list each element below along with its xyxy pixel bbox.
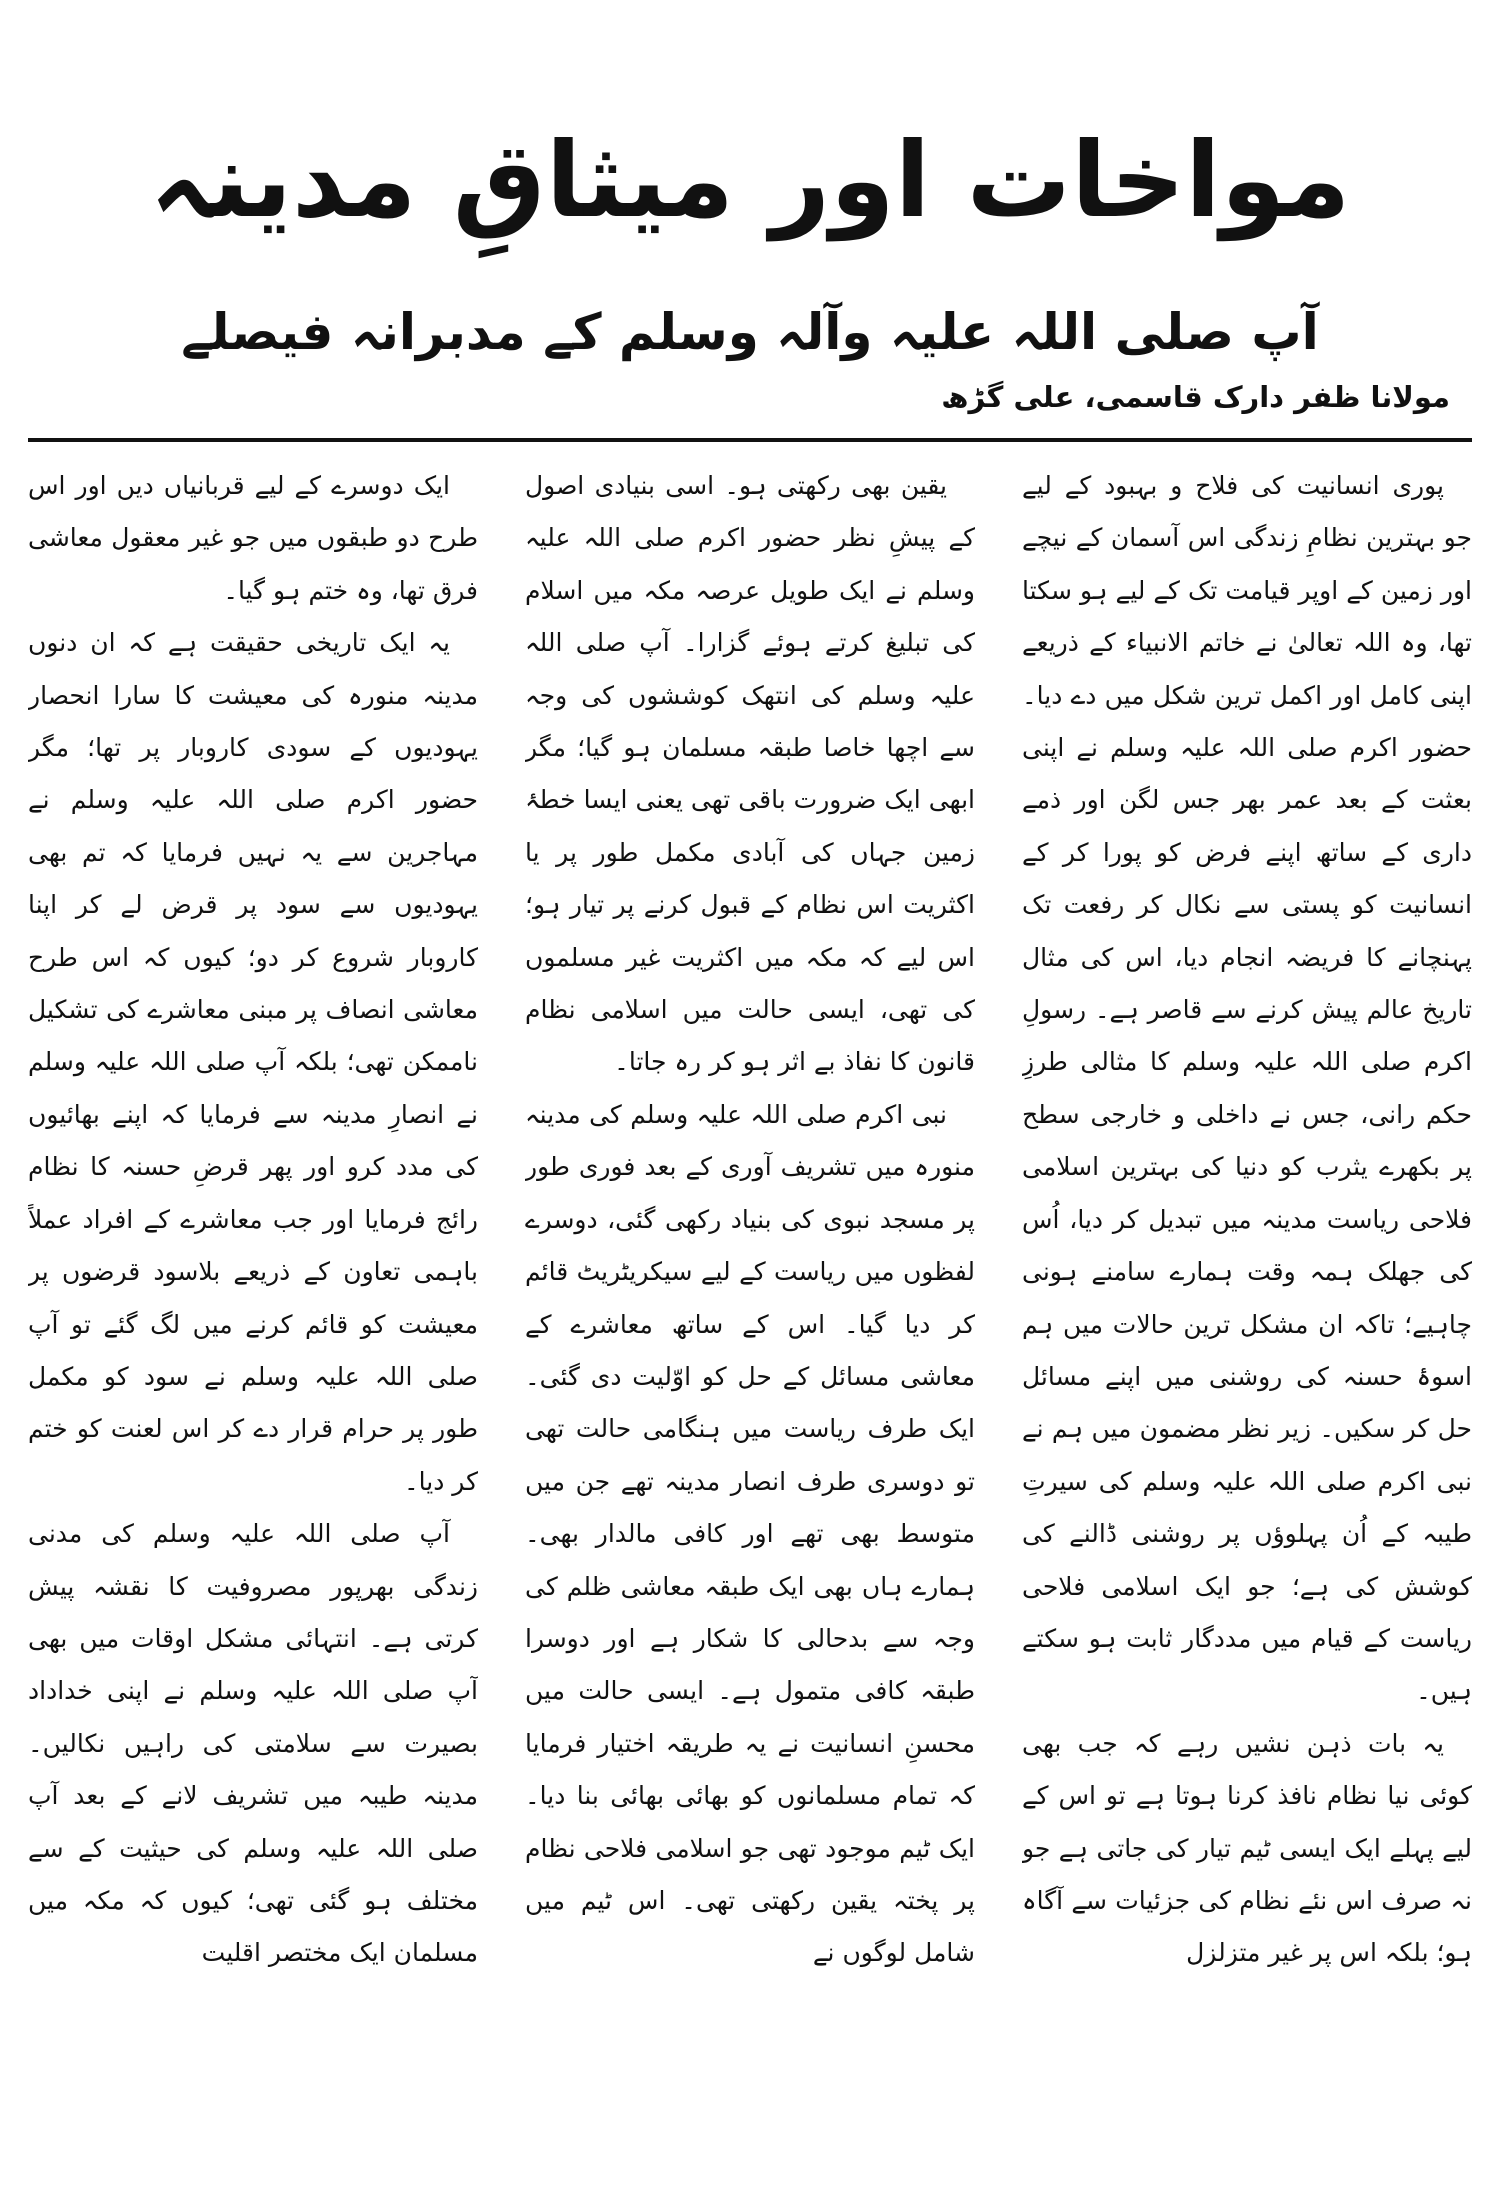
- article-subtitle: آپ صلی اللہ علیہ وآلہ وسلم کے مدبرانہ فیصلے: [181, 302, 1319, 361]
- article-title: مواخات اور میثاقِ مدینہ: [149, 118, 1351, 241]
- paragraph: یہ بات ذہن نشیں رہے کہ جب بھی کوئی نیا نظام نافذ کرنا ہوتا ہے تو اس کے لیے پہلے ایک ایسی ٹیم تیار کی جاتی ہے جو نہ صرف اس نئے نظام کی جزئیات سے آگاہ ہو؛ بلکہ اس پر غیر متزلزل: [1022, 1728, 1472, 1968]
- paragraph: یہ ایک تاریخی حقیقت ہے کہ ان دنوں مدینہ منورہ کی معیشت کا سارا انحصار یہودیوں کے سودی کاروبار پر تھا؛ مگر حضور اکرم صلی اللہ علیہ وسلم نے مہاجرین سے یہ نہیں فرمایا کہ تم بھی یہودیوں سے سود پر قرض لے کر اپنا کاروبار شروع کر دو؛ کیوں کہ اس طرح معاشی انصاف پر مبنی معاشرے کی تشکیل ناممکن تھی؛ بلکہ آپ صلی اللہ علیہ وسلم نے انصارِ مدینہ سے فرمایا کہ اپنے بھائیوں کی مدد کرو اور پھر قرضِ حسنہ کا نظام رائج فرمایا اور جب معاشرے کے افراد عملاً باہمی تعاون کے ذریعے بلاسود قرضوں پر معیشت کو قائم کرنے میں لگ گئے تو آپ صلی اللہ علیہ وسلم نے سود کو مکمل طور پر حرام قرار دے کر اس لعنت کو ختم کر دیا۔: [28, 628, 478, 1496]
- column-left: [28, 460, 478, 2190]
- header-divider: [28, 438, 1472, 442]
- paragraph: ایک دوسرے کے لیے قربانیاں دیں اور اس طرح دو طبقوں میں جو غیر معقول معاشی فرق تھا، وہ ختم ہو گیا۔: [28, 471, 478, 605]
- paragraph: پوری انسانیت کی فلاح و بہبود کے لیے جو بہترین نظامِ زندگی اس آسمان کے نیچے اور زمین کے اوپر قیامت تک کے لیے ہو سکتا تھا، وہ اللہ تعالیٰ نے خاتم الانبیاء کے ذریعے اپنی کامل اور اکمل ترین شکل میں دے دیا۔ حضور اکرم صلی اللہ علیہ وسلم نے اپنی بعثت کے بعد عمر بھر جس لگن اور ذمے داری کے ساتھ اپنے فرض کو پورا کر کے انسانیت کو پستی سے نکال کر رفعت تک پہنچانے کا فریضہ انجام دیا، اس کی مثال تاریخ عالم پیش کرنے سے قاصر ہے۔ رسولِ اکرم صلی اللہ علیہ وسلم کا مثالی طرزِ حکم رانی، جس نے داخلی و خارجی سطح پر بکھرے یثرب کو دنیا کی بہترین اسلامی فلاحی ریاست مدینہ میں تبدیل کر دیا، اُس کی جھلک ہمہ وقت ہمارے سامنے ہونی چاہیے؛ تاکہ ان مشکل ترین حالات میں ہم اسوۂ حسنہ کی روشنی میں اپنے مسائل حل کر سکیں۔ زیر نظر مضمون میں ہم نے نبی اکرم صلی اللہ علیہ وسلم کی سیرتِ طیبہ کے اُن پہلوؤں پر روشنی ڈالنے کی کوشش کی ہے؛ جو ایک اسلامی فلاحی ریاست کے قیام میں مددگار ثابت ہو سکتے ہیں۔: [1022, 471, 1472, 1706]
- article-body: [28, 460, 1472, 2190]
- paragraph: آپ صلی اللہ علیہ وسلم کی مدنی زندگی بھرپور مصروفیت کا نقشہ پیش کرتی ہے۔ انتہائی مشکل اوقات میں بھی آپ صلی اللہ علیہ وسلم نے اپنی خداداد بصیرت سے سلامتی کی راہیں نکالیں۔ مدینہ طیبہ میں تشریف لانے کے بعد آپ صلی اللہ علیہ وسلم کی حیثیت کے سے مختلف ہو گئی تھی؛ کیوں کہ مکہ میں مسلمان ایک مختصر اقلیت: [28, 1519, 478, 1968]
- author-byline: مولانا ظفر دارک قاسمی، علی گڑھ: [941, 380, 1450, 414]
- paragraph: نبی اکرم صلی اللہ علیہ وسلم کی مدینہ منورہ میں تشریف آوری کے بعد فوری طور پر مسجد نبوی کی بنیاد رکھی گئی، دوسرے لفظوں میں ریاست کے لیے سیکریٹریٹ قائم کر دیا گیا۔ اس کے ساتھ معاشرے کے معاشی مسائل کے حل کو اوّلیت دی گئی۔ ایک طرف ریاست میں ہنگامی حالت تھی تو دوسری طرف انصار مدینہ تھے جن میں متوسط بھی تھے اور کافی مالدار بھی۔ ہمارے ہاں بھی ایک طبقہ معاشی ظلم کی وجہ سے بدحالی کا شکار ہے اور دوسرا طبقہ کافی متمول ہے۔ ایسی حالت میں محسنِ انسانیت نے یہ طریقہ اختیار فرمایا کہ تمام مسلمانوں کو بھائی بھائی بنا دیا۔ ایک ٹیم موجود تھی جو اسلامی فلاحی نظام پر پختہ یقین رکھتی تھی۔ اس ٹیم میں شامل لوگوں نے: [525, 1099, 975, 1968]
- column-middle: [525, 460, 975, 2190]
- column-right: [1022, 460, 1472, 2190]
- paragraph: یقین بھی رکھتی ہو۔ اسی بنیادی اصول کے پیشِ نظر حضور اکرم صلی اللہ علیہ وسلم نے ایک طویل عرصہ مکہ میں اسلام کی تبلیغ کرتے ہوئے گزارا۔ آپ صلی اللہ علیہ وسلم کی انتھک کوششوں کی وجہ سے اچھا خاصا طبقہ مسلمان ہو گیا؛ مگر ابھی ایک ضرورت باقی تھی یعنی ایسا خطۂ زمین جہاں کی آبادی مکمل طور پر یا اکثریت اس نظام کے قبول کرنے پر تیار ہو؛ اس لیے کہ مکہ میں اکثریت غیر مسلموں کی تھی، ایسی حالت میں اسلامی نظام قانون کا نفاذ بے اثر ہو کر رہ جاتا۔: [525, 471, 975, 1077]
